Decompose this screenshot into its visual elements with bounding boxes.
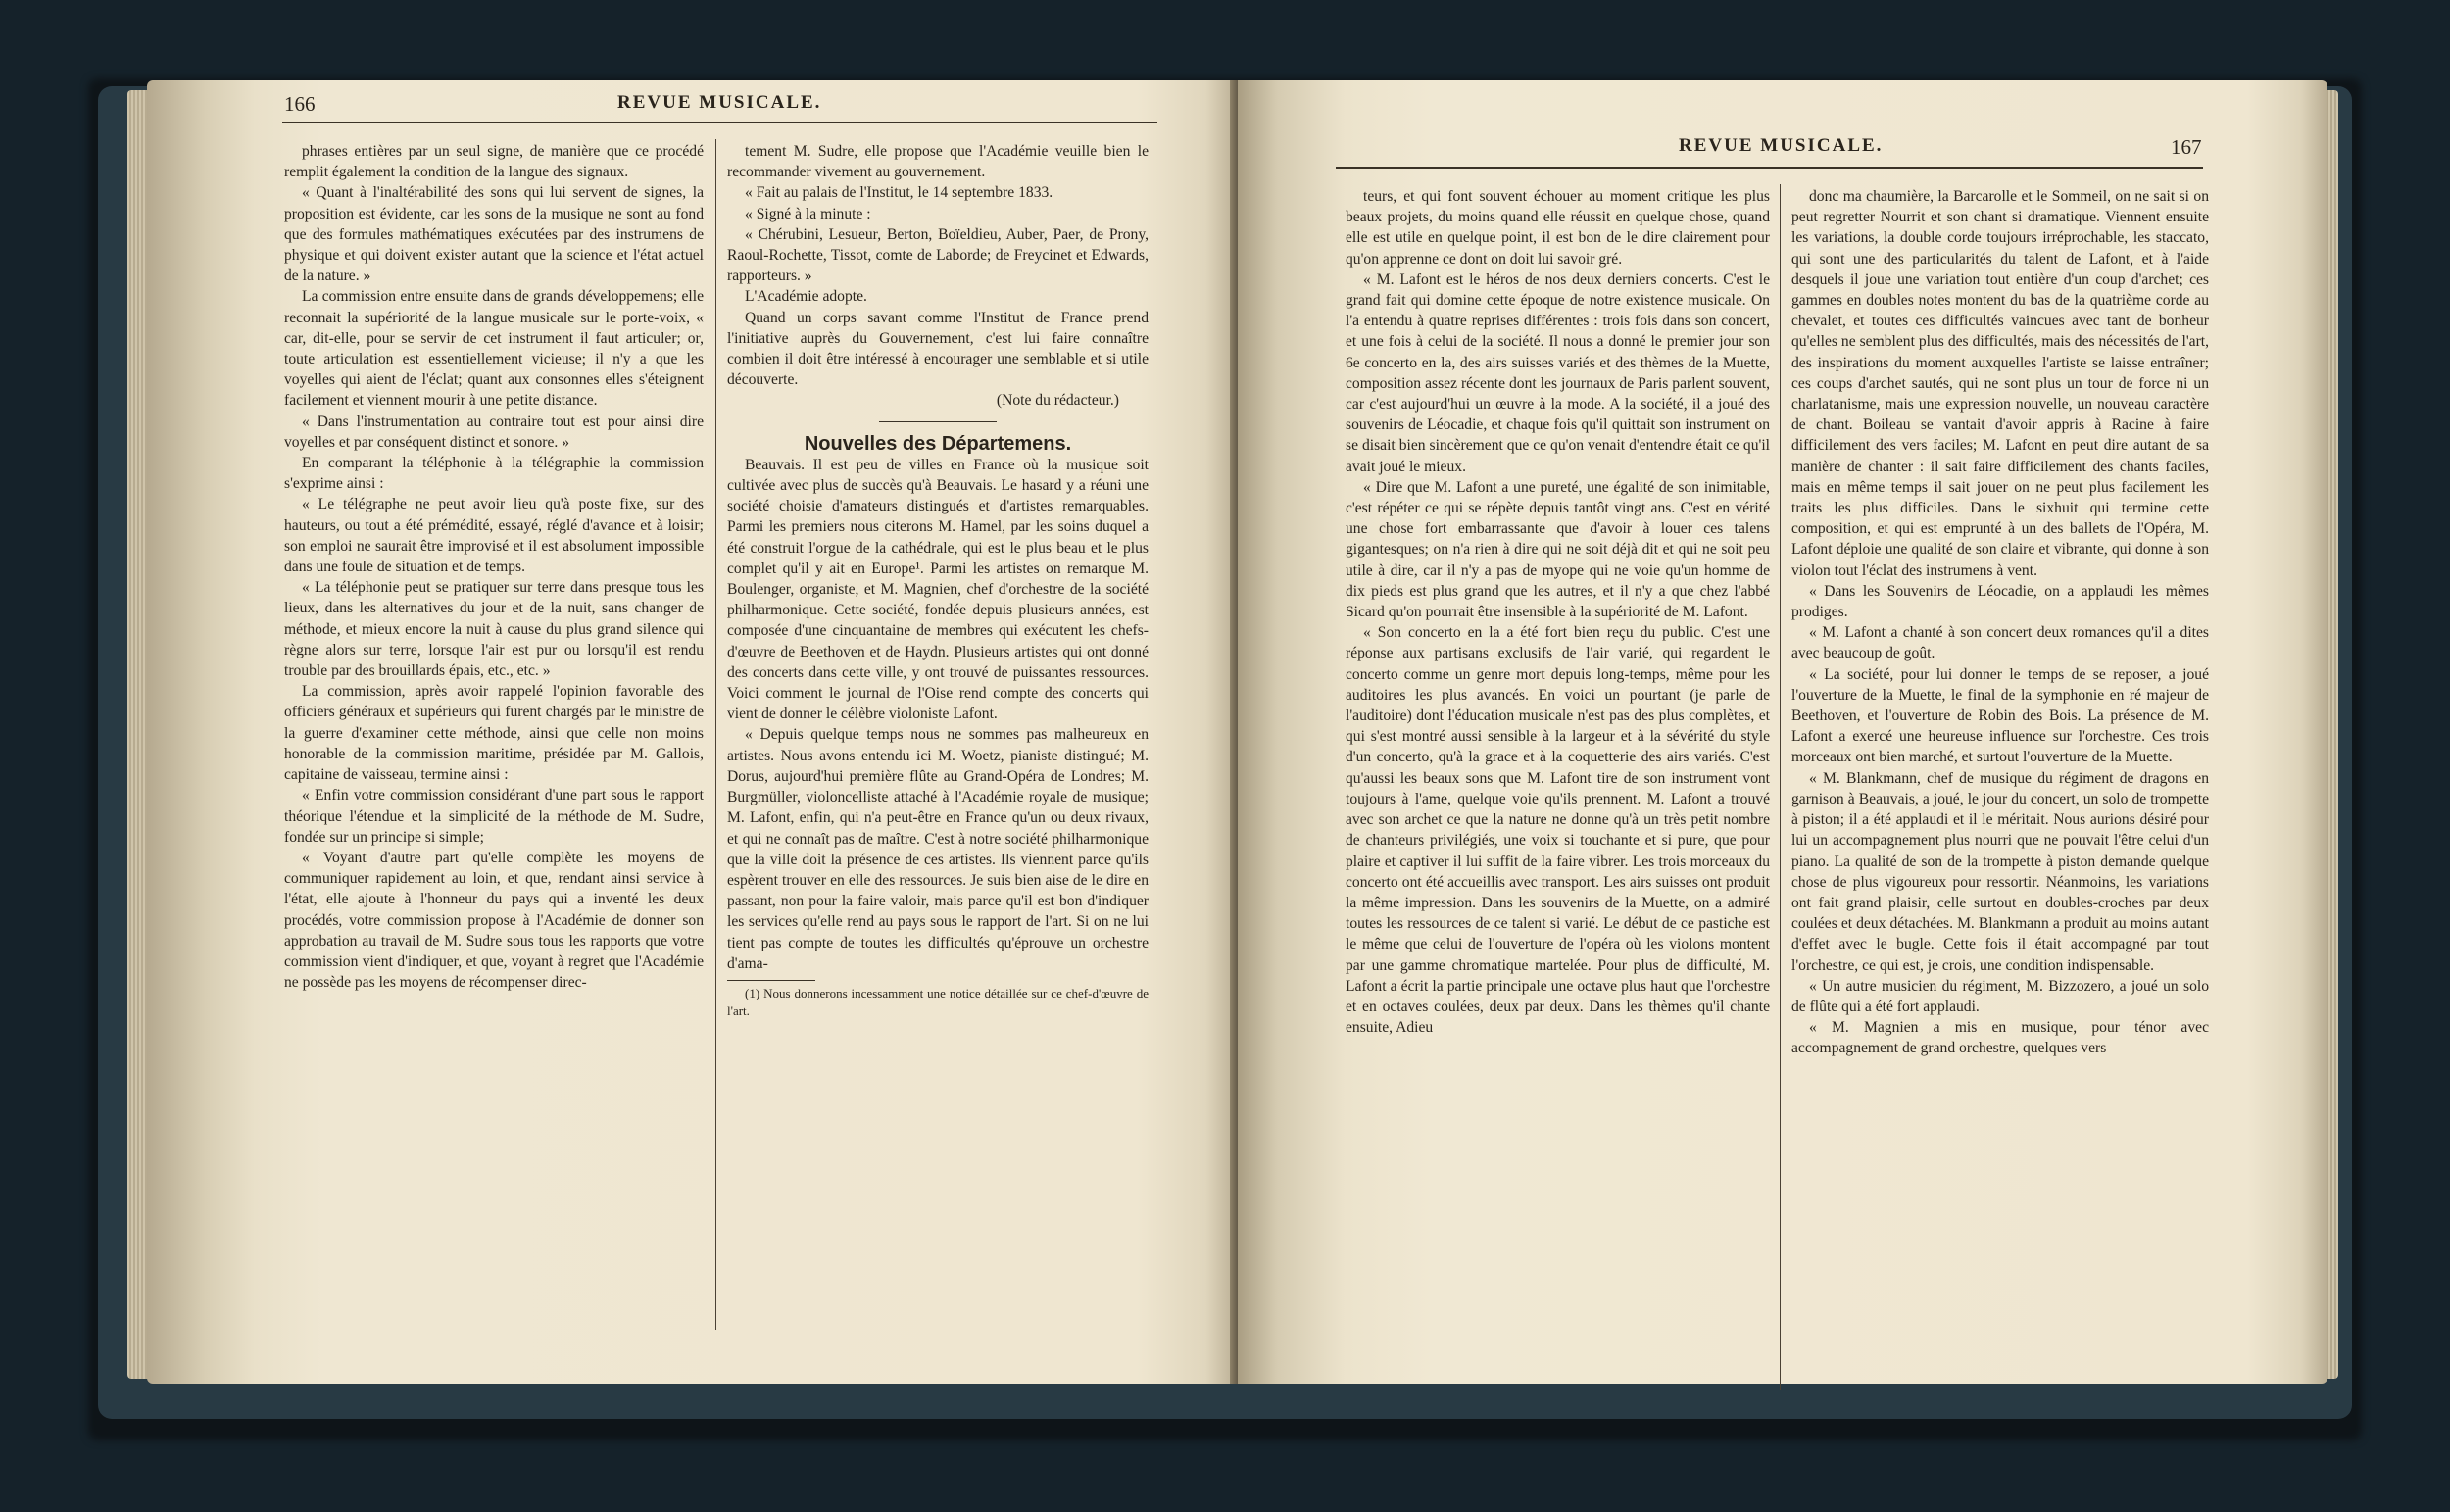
paragraph: donc ma chaumière, la Barcarolle et le Sommeil, on ne sait si on peut regretter Nourrit et son chant si dramatique. Viennent ensuite les variations, la double corde toujours irréprochable, les staccato, qui sont une des particularités du talent de Lafont, et à l'aide desquels il joue une variation tout entière d'un coup d'archet; ces gammes en doubles notes montent du bas de la quatrième corde au chevalet, et toutes ces difficultés vaincues avec tant de bonheur qu'elles ne semblent plus des difficultés, mais des nécessités de l'art, des inspirations du moment auxquelles l'artiste se laisse entraîner; ces coups d'archet sautés, qui ne sont plus un tour de force ni un charlatanisme, mais une expression nouvelle, un nouveau caractère de chant. Boileau se vantait d'avoir appris à Racine à faire difficilement des vers faciles; M. Lafont en peut dire autant de sa manière de chanter : il sait faire difficilement des chants faciles, mais en même temps il sait jouer on ne peut plus facilement les traits les plus difficiles. Dans le sixhuit qui termine cette composition, et qui est emprunté à un des ballets de l'Opéra, M. Lafont déploie une qualité de son claire et vibrante, qui donne à son violon tout l'éclat des instrumens à vent. — [1791, 188, 2209, 579]
paragraph: « La société, pour lui donner le temps de se reposer, a joué l'ouverture de la Muette, le final de la symphonie en ré majeur de Beethoven, et l'ouverture de Robin des Bois. La présence de M. Lafont a exercé une heureuse influence sur l'orchestre. Ces trois morceaux ont bien marché, et surtout l'ouverture de la Muette. — [1791, 665, 2209, 766]
paragraph: « Enfin votre commission considérant d'une part sous le rapport théorique l'étendue et la simplicité de la méthode de M. Sudre, fondée sur un principe si simple; — [284, 787, 704, 846]
footnote: (1) Nous donnerons incessamment une notice détaillée sur ce chef-d'œuvre de l'art. — [727, 985, 1149, 1018]
right-column-2 — [1791, 186, 2209, 1059]
paragraph: L'Académie adopte. — [745, 288, 867, 306]
left-column-1 — [284, 141, 704, 993]
running-head-left: REVUE MUSICALE. — [617, 92, 822, 113]
paragraph: « Voyant d'autre part qu'elle complète les moyens de communiquer rapidement au loin, et que, rendant ainsi service à l'état, elle ajoute à l'honneur du pays qui a inventé les deux procédés, votre commission propose à l'Académie de donner son approbation au travail de M. Sudre sous tous les rapports que votre commission vient d'indiquer, et que, voyant à regret que l'Académie ne possède pas les moyens de récompenser direc- — [284, 849, 704, 992]
paragraph: « Son concerto en la a été fort bien reçu du public. C'est une réponse aux partisans exclusifs de l'air varié, qui regardent le concerto comme un genre mort depuis long-temps, même pour les auditoires les plus avancés. En voici un pourtant (je parle de l'auditoire) dont l'éducation musicale n'est pas des plus complètes, et qui s'est montré aussi sensible à la largeur et à la sévérité du style d'un concerto, qu'à la grace et à la coquetterie des airs variés. C'est qu'aussi les beaux sons que M. Lafont tire de son instrument vont toujours à l'ame, quelque voie qu'ils prennent. M. Lafont a trouvé avec son archet ce que la nature ne donne qu'à un très petit nombre de chanteurs privilégiés, une voix si touchante et si pure, que pour plaire et captiver il lui suffit de la faire vibrer. Les trois morceaux du concerto ont été accueillis avec transport. Les airs suisses ont produit la même impression. Dans les souvenirs de la Muette, on a admiré toutes les ressources de ce talent si varié. Le début de ce pastiche est le même que celui de l'ouverture de l'opéra où les violons montent par une gamme chromatique martelée. Pour plus de difficulté, M. Lafont a écrit la partie principale une octave plus haut que l'orchestre et en octaves coulées, deux par deux. Dans les thèmes qu'il chante ensuite, Adieu — [1346, 624, 1770, 1037]
page-number-right: 167 — [2171, 135, 2202, 159]
left-page — [147, 80, 1238, 1384]
paragraph: « Dans l'instrumentation au contraire tout est pour ainsi dire voyelles et par conséquent distinct et sonore. » — [284, 413, 704, 451]
paragraph: « La téléphonie peut se pratiquer sur terre dans presque tous les lieux, dans les alternatives du jour et de la nuit, sans changer de méthode, et mieux encore la nuit à cause du plus grand silence qui règne alors sur terre, lorsque l'air est pur ou lorsqu'il est rendu trouble par des brouillards épais, etc., etc. » — [284, 579, 704, 680]
paragraph: « Fait au palais de l'Institut, le 14 septembre 1833. — [745, 184, 1054, 202]
paragraph: « Signé à la minute : — [745, 205, 871, 222]
paragraph: Beauvais. Il est peu de villes en France où la musique soit cultivée avec plus de succès qu'à Beauvais. Le hasard y a réuni une société choisie d'amateurs distingués et d'artistes remarquables. Parmi les premiers nous citerons M. Hamel, par les soins duquel a été construit l'orgue de la cathédrale, qui est le plus beau et le plus complet qu'il y ait en Europe¹. Parmi les artistes on remarque M. Boulenger, organiste, et M. Magnien, chef d'orchestre de la société philharmonique. Cette société, fondée depuis plusieurs années, est composée d'une cinquantaine de membres qui exécutent les chefs-d'œuvre de Beethoven et de Haydn. Plusieurs artistes qui ont donné des concerts dans cette ville, y ont trouvé de puissantes ressources. Voici comment le journal de l'Oise rend compte des concerts qui vient de donner le célèbre violoniste Lafont. — [727, 456, 1149, 723]
paragraph: « M. Magnien a mis en musique, pour ténor avec accompagnement de grand orchestre, quelques vers — [1791, 1019, 2209, 1057]
paragraph: « Quant à l'inaltérabilité des sons qui lui servent de signes, la proposition est évidente, car les sons de la musique ne sont au fond que des formules mathématiques exécutées par des instrumens de physique et qui doivent exister autant que la science et l'état actuel de la nature. » — [284, 184, 704, 285]
paragraph: « Depuis quelque temps nous ne sommes pas malheureux en artistes. Nous avons entendu ici M. Woetz, pianiste distingué; M. Dorus, aujourd'hui première flûte au Grand-Opéra de Londres; M. Burgmüller, violoncelliste attaché à l'Académie royale de musique; M. Lafont, enfin, qui n'a peut-être en France qu'un ou deux rivaux, et qui ne connaît pas de maître. C'est à notre société philharmonique que la ville doit la présence de ces artistes. Ils viennent parce qu'ils espèrent trouver en elle des ressources. Je suis bien aise de le dire en passant, non pour la faire valoir, mais parce qu'il est bon d'indiquer les services qu'elle rend au pays sous le rapport de l'art. Si on ne lui tient pas compte de toutes les difficultés qu'éprouve un orchestre d'ama- — [727, 726, 1149, 972]
paragraph: « M. Blankmann, chef de musique du régiment de dragons en garnison à Beauvais, a joué, le jour du concert, un solo de trompette à piston; il a été applaudi et il le méritait. Nous aurions désiré pour lui un accompagnement plus nourri que ne pouvait l'être celui d'un piano. La qualité de son de la trompette à piston demande quelque chose de plus vigoureux pour ressortir. Néanmoins, les variations ont fait grand plaisir, celle surtout en doubles-croches par deux coulées et deux détachées. M. Blankmann a produit au moins autant d'effet avec le bugle. Cette fois il était accompagné par tout l'orchestre, ce qui est, je crois, une condition indispensable. — [1791, 769, 2209, 974]
column-separator-right — [1780, 184, 1781, 1390]
paragraph: « Dans les Souvenirs de Léocadie, on a applaudi les mêmes prodiges. — [1791, 582, 2209, 621]
paragraph: La commission entre ensuite dans de grands développemens; elle reconnait la supériorité de la langue musicale sur le porte-voix, « car, dit-elle, pour se servir de cet instrument il faut articuler; or, toute articulation est essentiellement vicieuse; il n'y a que les voyelles qui aient de l'éclat; quant aux consonnes elles s'éteignent facilement et viennent mourir à une petite distance. — [284, 288, 704, 410]
left-column-2 — [727, 141, 1149, 1020]
paragraph: « M. Lafont est le héros de nos deux derniers concerts. C'est le grand fait qui domine cette époque de notre existence musicale. On l'a entendu à quatre reprises différentes : trois fois dans son concert, et une fois à celui de la société. Il nous a donné le premier jour son 6e concerto en la, des airs suisses variés et des thèmes de la Muette, composition assez récente dont les journaux de Paris parlent souvent, car c'est aujourd'hui un œuvre à la mode. A la société, il a joué des souvenirs de Léocadie, et chaque fois qu'il quittait son instrument on se disait bien sincèrement que ce qu'on venait d'entendre était ce qu'il avait joué le mieux. — [1346, 270, 1770, 475]
header-rule-right — [1336, 167, 2203, 169]
paragraph: « Dire que M. Lafont a une pureté, une égalité de son inimitable, c'est répéter ce qui se répète depuis tantôt vingt ans. C'est en vérité une chose fort embarrassante que d'avoir à louer ces talens gigantesques; on n'a rien à dire qui ne soit déjà dit et qui ne soit peu utile à dire, car il n'y a pas de myope qui ne voie qu'un homme de dix pieds est plus grand que les autres, et il n'y a que chez l'abbé Sicard qu'on pourrait être insensible à la supériorité de M. Lafont. — [1346, 478, 1770, 621]
right-column-1 — [1346, 186, 1770, 1038]
paragraph: « Un autre musicien du régiment, M. Bizzozero, a joué un solo de flûte qui a été fort applaudi. — [1791, 977, 2209, 1015]
paragraph: phrases entières par un seul signe, de manière que ce procédé remplit également la condition de la langue des signaux. — [284, 143, 704, 181]
departments-news — [727, 455, 1149, 974]
footnote-rule — [727, 980, 815, 981]
column-separator-left — [715, 139, 716, 1330]
paragraph: Quand un corps savant comme l'Institut de France prend l'initiative auprès du Gouvernement, c'est lui faire connaître combien il doit être intéressé à encourager une semblable et si utile découverte. — [727, 309, 1149, 389]
paragraph: « Le télégraphe ne peut avoir lieu qu'à poste fixe, sur des hauteurs, ou tout a été prémédité, essayé, réglé d'avance et à loisir; son emploi ne saurait être improvisé et il est absolument impossible dans une foule de situation et de temps. — [284, 496, 704, 576]
section-divider — [879, 421, 997, 422]
academie-report-end — [727, 141, 1149, 390]
running-head-right: REVUE MUSICALE. — [1679, 135, 1884, 156]
paragraph: La commission, après avoir rappelé l'opinion favorable des officiers généraux et supérieurs qui furent chargés par le ministre de la guerre d'examiner cette méthode, ainsi que celle non moins honorable de la commission maritime, présidée par M. Gallois, capitaine de vaisseau, termine ainsi : — [284, 683, 704, 784]
page-number-left: 166 — [284, 92, 316, 116]
paragraph: « M. Lafont a chanté à son concert deux romances qu'il a dites avec beaucoup de goût. — [1791, 624, 2209, 662]
header-rule-left — [282, 122, 1157, 123]
section-title: Nouvelles des Départemens. — [804, 432, 1072, 455]
paragraph: En comparant la téléphonie à la télégraphie la commission s'exprime ainsi : — [284, 455, 704, 493]
right-page — [1238, 80, 2328, 1384]
paragraph: « Chérubini, Lesueur, Berton, Boïeldieu, Auber, Paer, de Prony, Raoul-Rochette, Tissot, comte de Laborde; de Freycinet et Edwards, rapporteurs. » — [727, 225, 1149, 285]
paragraph: tement M. Sudre, elle propose que l'Académie veuille bien le recommander vivement au gouvernement. — [727, 143, 1149, 181]
paragraph: teurs, et qui font souvent échouer au moment critique les plus beaux projets, du moins quand elle réussit en quelque chose, quand elle est utile en quelque point, il est bon de le dire clairement pour qu'on apprenne ce dont on doit lui savoir gré. — [1346, 188, 1770, 268]
editor-note: (Note du rédacteur.) — [996, 392, 1119, 410]
